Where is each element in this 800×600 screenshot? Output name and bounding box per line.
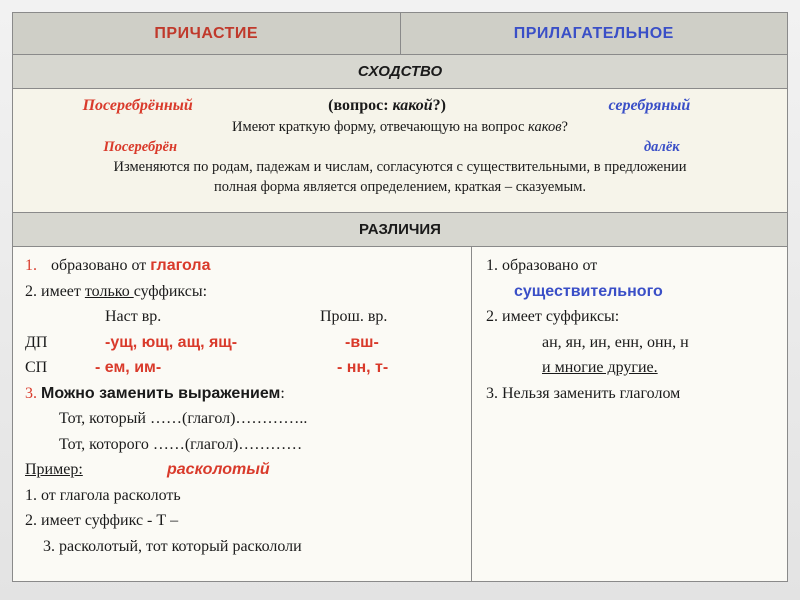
participle-point-1 [25, 253, 471, 279]
comparison-table [12, 12, 788, 582]
p3-text: Можно заменить выражением [41, 384, 281, 402]
example-point-1: 1. от глагола расколоть [25, 486, 181, 504]
replacement-2: Тот, которого ……(глагол)………… [59, 435, 303, 453]
dp-past-suffixes: -вш- [345, 333, 379, 351]
header-adjective: ПРИЛАГАТЕЛЬНОЕ [513, 24, 674, 42]
example-words-line [13, 95, 787, 117]
participle-point-3 [25, 381, 471, 407]
p1-text: образовано от [51, 257, 151, 274]
short-form-word: каков [528, 119, 562, 135]
question-prefix: (вопрос: [328, 97, 393, 114]
example-label: Пример: [25, 461, 83, 478]
dp-present-suffixes: -ущ, ющ, ащ, ящ- [105, 333, 238, 351]
similarity-title: СХОДСТВО [13, 55, 787, 89]
table-header [13, 13, 787, 55]
similarity-section [13, 89, 787, 213]
p2-text-b: суффиксы: [133, 282, 208, 300]
adjective-point-1-word [486, 279, 787, 305]
change-line-2: полная форма является определением, краткая – сказуемым. [213, 179, 587, 195]
p2-text-a: имеет [37, 282, 85, 300]
question-word: какой [392, 97, 433, 114]
dp-row [25, 330, 471, 356]
short-participle: Посеребрён [103, 139, 178, 155]
participle-differences [13, 247, 472, 581]
adjective-point-3: 3. Нельзя заменить глаголом [486, 384, 681, 402]
header-participle: ПРИЧАСТИЕ [13, 13, 401, 54]
p2-number: 2. [25, 282, 37, 300]
adjective-suffix-more [486, 355, 787, 381]
p3-number: 3. [25, 384, 37, 402]
p1-word: глагола [150, 257, 211, 274]
question-suffix: ?) [432, 97, 446, 114]
differences-section [13, 247, 787, 581]
participle-example: Посеребрённый [82, 97, 193, 114]
example-word: расколотый [167, 461, 270, 478]
tense-headers [25, 304, 471, 330]
short-form-line [13, 117, 787, 137]
adjective-point-2: 2. имеет суффиксы: [486, 308, 620, 325]
present-tense-label: Наст вр. [105, 308, 162, 325]
example-point-3: 3. расколотый, тот который раскололи [43, 537, 302, 555]
a2-more: и многие другие. [542, 359, 658, 376]
sp-past-suffixes: - нн, т- [337, 359, 389, 376]
adjective-suffix-list: ан, ян, ин, енн, онн, н [542, 333, 689, 351]
adjective-differences [472, 247, 787, 581]
sp-present-suffixes: - ем, им- [95, 359, 162, 376]
short-adjective: далёк [643, 139, 680, 155]
short-examples-line [13, 137, 787, 157]
p2-text-only: только [84, 282, 134, 300]
differences-title: РАЗЛИЧИЯ [13, 213, 787, 247]
participle-point-2 [25, 279, 471, 305]
short-form-end: ? [561, 119, 568, 135]
adjective-example: серебряный [608, 97, 691, 114]
dp-label: ДП [25, 333, 48, 351]
p1-number: 1. [25, 257, 37, 274]
change-line-1: Изменяются по родам, падежам и числам, согласуются с существительными, в предложении [113, 159, 687, 175]
a1-word: существительного [514, 282, 663, 300]
question-text [262, 95, 511, 117]
example-point-2: 2. имеет суффикс - Т – [25, 512, 179, 529]
example-row [25, 457, 471, 483]
short-form-text: Имеют краткую форму, отвечающую на вопрос [232, 119, 525, 135]
p3-colon: : [280, 384, 285, 402]
sp-label: СП [25, 359, 48, 376]
past-tense-label: Прош. вр. [320, 308, 388, 325]
adjective-point-1: 1. образовано от [486, 257, 598, 274]
replacement-1: Тот, который ……(глагол)………….. [59, 410, 308, 427]
sp-row [25, 355, 471, 381]
